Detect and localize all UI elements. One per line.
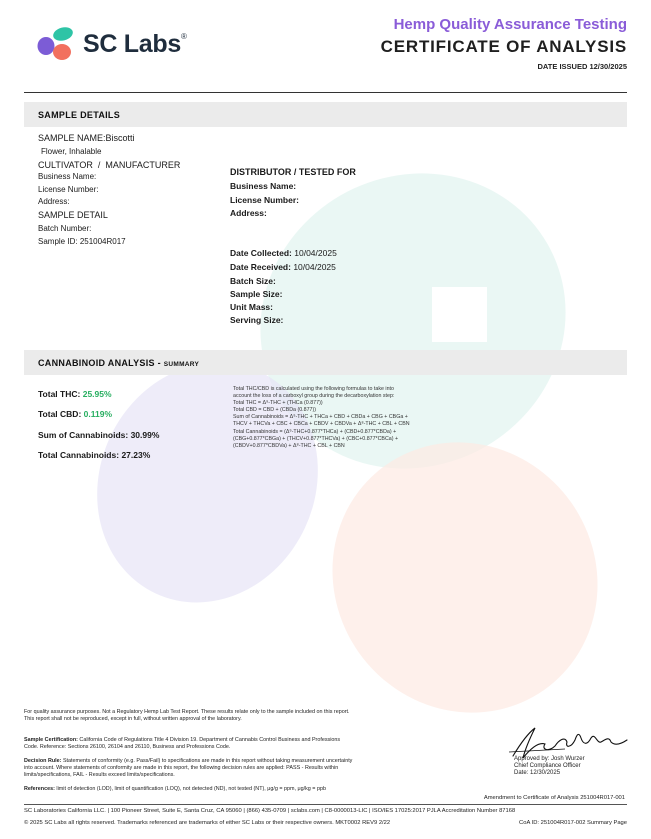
sum-label: Sum of Cannabinoids: — [38, 430, 129, 440]
logo — [36, 27, 216, 63]
sample-id — [38, 237, 126, 246]
approved-by: Approved by: Josh Wurzer — [514, 756, 585, 762]
total-cannabinoids — [38, 450, 150, 460]
decision-rule — [24, 758, 354, 779]
logo-text: SC Labs — [83, 30, 181, 58]
approval-date: Date: 12/30/2025 — [514, 770, 561, 777]
total-thc-label: Total THC: — [38, 389, 81, 399]
formula-line: Total THC/CBD is calculated using the following formulas to take into — [233, 386, 394, 392]
cannabinoid-title — [38, 358, 199, 368]
title-line1: Hemp Quality Assurance Testing — [393, 16, 627, 33]
formula-line: (CBG+0.877*CBGa) + (THCV+0.877*THCVa) + (CBC+0.877*CBCa) + — [233, 435, 399, 442]
date-collected — [230, 248, 337, 258]
approval-block — [514, 756, 585, 778]
formula-line: (CBDV+0.877*CBDVa) + Δ⁸-THC + CBL + CBN — [233, 442, 345, 449]
coa-id: CoA ID: 251004R017-002 Summary Page — [519, 820, 627, 826]
batch-number-label: Batch Number: — [38, 224, 92, 233]
unit-mass-label: Unit Mass: — [230, 302, 273, 312]
title-line2: CERTIFICATE OF ANALYSIS — [380, 37, 627, 56]
decision-text: Statements of conformity (e.g. Pass/Fail) to specifications are made in this report without taking measurement uncertainty into account. Where statements of conformity are made in this report, the following decision rules are applied: PASS - Results within limits/specifications, FAIL - Results exceed limits/specifications. — [24, 758, 353, 778]
formula-block — [233, 386, 443, 450]
sample-name — [38, 133, 135, 143]
total-cbd-label: Total CBD: — [38, 409, 82, 419]
references-text: limit of detection (LOD), limit of quantification (LOQ), not detected (ND), not tested (NT), μg/g = ppm, μg/kg = ppb — [56, 786, 326, 792]
sample-name-value: Biscotti — [105, 133, 135, 143]
date-received-label: Date Received: — [230, 262, 291, 272]
formula-line: Total Cannabinoids = (Δ⁹-THC+0.877*THCa) + (CBD+0.877*CBDa) + — [233, 428, 397, 435]
decision-label: Decision Rule: — [24, 758, 62, 764]
cultivator-heading: CULTIVATOR / MANUFACTURER — [38, 160, 181, 170]
sample-details-title: SAMPLE DETAILS — [38, 110, 121, 120]
total-thc — [38, 389, 112, 399]
dist-address-label: Address: — [230, 208, 267, 218]
formula-line: Total CBD = CBD + (CBDa (0.877)) — [233, 407, 317, 414]
header-divider — [24, 92, 627, 93]
total-cann-label: Total Cannabinoids: — [38, 450, 120, 460]
sample-id-label: Sample ID: — [38, 237, 78, 246]
approver-title: Chief Compliance Officer — [514, 763, 581, 770]
total-cbd — [38, 409, 112, 419]
cert-text: California Code of Regulations Title 4 Division 19. Department of Cannabis Control Business and Professions Code. Reference: Sections 26100, 26104 and 26110, Business and Professions Code. — [24, 737, 341, 750]
references-label: References: — [24, 786, 55, 792]
total-cbd-value: 0.119% — [83, 409, 113, 419]
license-number-label: License Number: — [38, 185, 99, 194]
date-issued: DATE ISSUED 12/30/2025 — [537, 62, 627, 71]
logo-mark-icon — [36, 27, 76, 63]
sample-name-label: SAMPLE NAME: — [38, 133, 106, 143]
cert-label: Sample Certification: — [24, 737, 78, 743]
disclaimer: For quality assurance purposes. Not a Regulatory Hemp Lab Test Report. These results relate only to the sample included on this report. This report shall not be reproduced, except in full, without written approval of the laboratory. — [24, 709, 350, 722]
total-thc-value: 25.95% — [82, 389, 112, 399]
formula-line: Total THC = Δ⁹-THC + (THCa (0.877)) — [233, 400, 323, 407]
date-collected-label: Date Collected: — [230, 248, 292, 258]
date-collected-value: 10/04/2025 — [294, 248, 337, 258]
sample-detail-heading: SAMPLE DETAIL — [38, 210, 108, 220]
sample-id-value: 251004R017 — [79, 237, 126, 246]
address-label: Address: — [38, 197, 70, 206]
sample-type: Flower, Inhalable — [41, 147, 102, 156]
distributor-heading: DISTRIBUTOR / TESTED FOR — [230, 167, 356, 177]
sample-details-band — [24, 102, 627, 127]
copyright-line — [24, 820, 627, 826]
serving-size-label: Serving Size: — [230, 315, 284, 325]
sample-certification — [24, 737, 354, 751]
dist-business-name-label: Business Name: — [230, 181, 297, 191]
logo-registered-mark: ® — [180, 32, 187, 41]
sum-cannabinoids — [38, 430, 159, 440]
cannabinoid-title-sub: SUMMARY — [163, 361, 200, 368]
total-cann-value: 27.23% — [121, 450, 151, 460]
formula-line: Sum of Cannabinoids = Δ⁹-THC + THCa + CBD + CBDa + CBG + CBGa + — [233, 414, 408, 421]
references — [24, 786, 354, 793]
sample-size-label: Sample Size: — [230, 289, 283, 299]
formula-line: THCV + THCVa + CBC + CBCa + CBDV + CBDVa + Δ⁸-THC + CBL + CBN — [233, 421, 410, 428]
white-square — [432, 287, 487, 342]
formula-line: account the loss of a carboxyl group during the decarboxylation step: — [233, 393, 395, 400]
copyright: © 2025 SC Labs all rights reserved. Trademarks referenced are trademarks of either SC Labs or their respective owners. MKT0002 REV9 2/22 — [24, 820, 391, 826]
date-received — [230, 262, 336, 272]
company-line: SC Laboratories California LLC. | 100 Pioneer Street, Suite E, Santa Cruz, CA 95060 | (866) 435-0709 | sclabs.com | C8-0000013-LIC | ISO/IES 17025:2017 PJLA Accreditation Number 87168 — [24, 808, 516, 814]
cannabinoid-band — [24, 350, 627, 375]
business-name-label: Business Name: — [38, 172, 97, 181]
amendment-note: Amendment to Certificate of Analysis 251004R017-001 — [483, 795, 625, 801]
cannabinoid-title-main: CANNABINOID ANALYSIS - — [38, 358, 164, 368]
date-received-value: 10/04/2025 — [293, 262, 336, 272]
footer-divider — [24, 804, 627, 805]
dist-license-number-label: License Number: — [230, 195, 299, 205]
batch-size-label: Batch Size: — [230, 276, 276, 286]
sum-value: 30.99% — [130, 430, 160, 440]
